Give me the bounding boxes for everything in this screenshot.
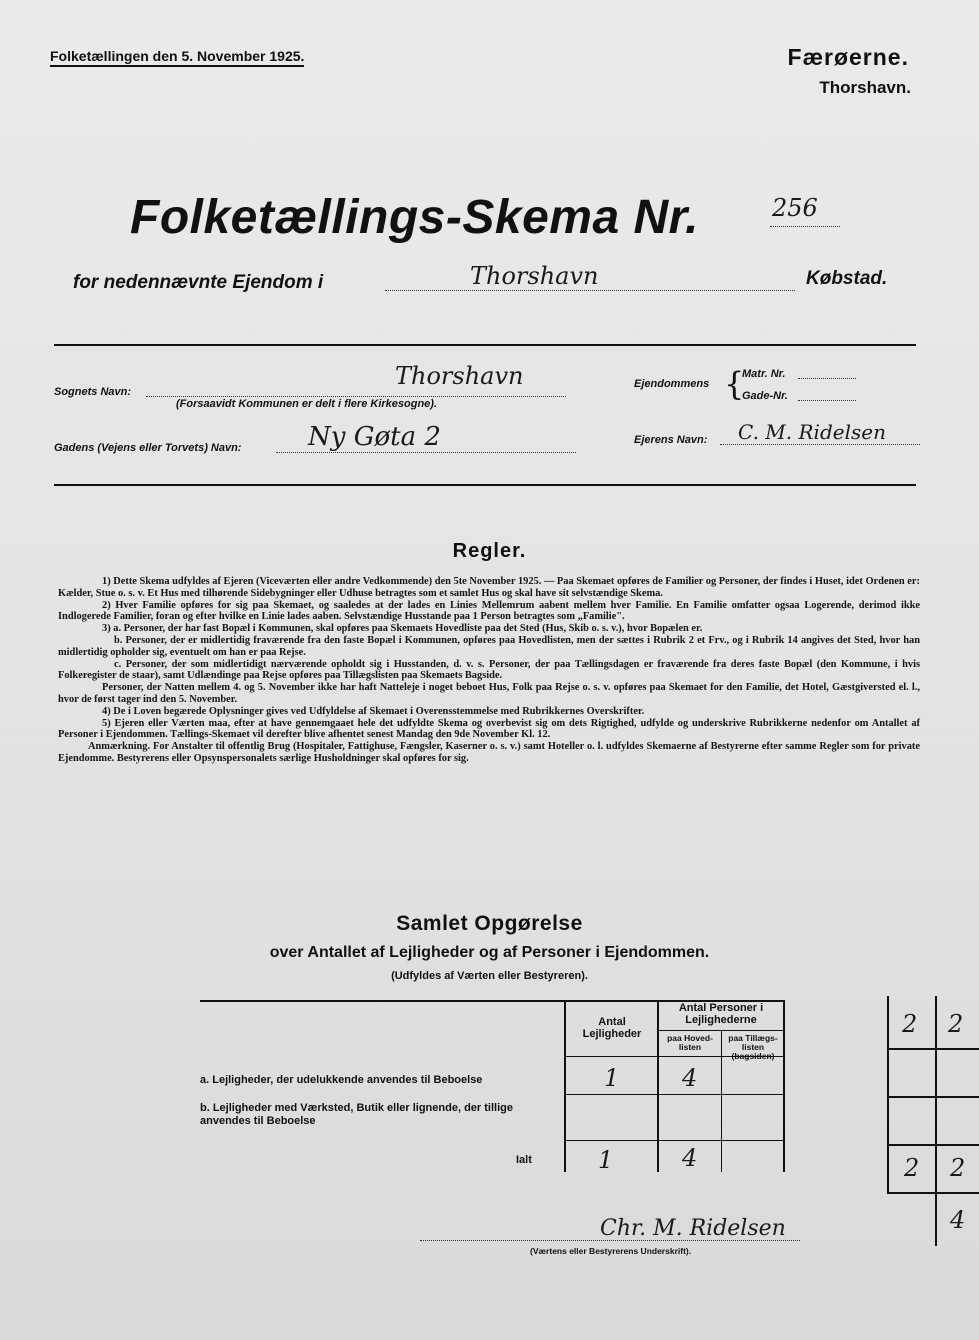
- signature-caption: (Værtens eller Bestyrerens Underskrift).: [530, 1246, 692, 1256]
- total-apartments-value: 1: [598, 1146, 614, 1174]
- owner-line: [720, 444, 920, 445]
- rule-paragraph: 1) Dette Skema udfyldes af Ejeren (Viceværten eller andre Vedkommende) den 5te November 1925. — Paa Skemaet opføres de Familier og Personer, der findes i Huset, idet Ordenen er: Kælder, Stue o. s. v. Et Hus med tilhørende Sidebygninger eller Udhuse betragtes som et samlet Hus og skal have sit selvstændige Skema.: [58, 576, 920, 599]
- form-number: 256: [772, 194, 818, 222]
- side-box-value: 4: [950, 1206, 966, 1234]
- side-box-row-line-2: [887, 1096, 979, 1098]
- form-number-line: [770, 226, 840, 227]
- table-row-line-1: [564, 1094, 784, 1095]
- col-supp-list-header: paa Tillægs-listen (bagsiden): [728, 1033, 778, 1061]
- col-main-list-header: paa Hoved-listen: [667, 1033, 713, 1052]
- street-line: [276, 452, 576, 453]
- side-box-row-line-3: [887, 1144, 979, 1146]
- summary-note: (Udfyldes af Værten eller Bestyreren).: [391, 970, 588, 982]
- property-location-line: [385, 290, 795, 291]
- rules-text: [58, 576, 920, 765]
- col-apartments-header: Antal Lejligheder: [582, 1016, 642, 1040]
- rule-paragraph: b. Personer, der er midlertidig fraværende fra den faste Bopæl i Kommunen, opføres paa Hovedlisten, men der sættes i Rubrik 2 et Frv., og i Rubrik 14 angives det Sted, hvor han midlertidig opholder sig, eventuelt om han er paa Rejse.: [58, 634, 920, 658]
- divider-mid: [54, 484, 916, 486]
- side-box-value: 2: [950, 1154, 966, 1182]
- side-box-left-border: [887, 996, 889, 1194]
- side-box-row-line-1: [887, 1048, 979, 1050]
- rule-paragraph: c. Personer, der som midlertidigt nærværende opholdt sig i Husstanden, d. v. s. Personer, der paa Tællingsdagen er fraværende fra deres faste Bopæl (den Kommune, i hvis Folkeregister de staar), samt Udlændinge paa Rejse opføres paa Tillægslisten paa Skemaets Bagside.: [58, 658, 920, 682]
- a-main-list-value: 4: [682, 1064, 698, 1092]
- parish-line: [146, 396, 566, 397]
- region-heading: Færøerne.: [787, 44, 909, 70]
- side-box-row-line-4: [887, 1192, 979, 1194]
- table-col-line-2: [657, 1000, 659, 1172]
- rule-note: Anmærkning. For Anstalter til offentlig Brug (Hospitaler, Fattighuse, Fængsler, Kaserner o. s. v.) samt Hoteller o. l. udfyldes Skemaerne af Bestyrerne efter samme Regler som for private Ejendomme. Bestyrerens eller Opsynspersonalets særlige Husholdninger skal opføres for sig.: [58, 741, 920, 764]
- side-box-value: 2: [902, 1010, 918, 1038]
- side-box-value: 2: [904, 1154, 920, 1182]
- signature-value: Chr. M. Ridelsen: [600, 1216, 786, 1241]
- matr-line: [798, 378, 856, 379]
- street-value: Ny Gøta 2: [308, 422, 441, 452]
- parish-value: Thorshavn: [395, 362, 524, 390]
- summary-title: Samlet Opgørelse: [396, 912, 583, 935]
- matr-label: Matr. Nr.: [742, 368, 786, 380]
- side-box-mid-border: [935, 996, 937, 1246]
- street-label: Gadens (Vejens eller Torvets) Navn:: [54, 442, 242, 454]
- table-row-line-2: [564, 1140, 784, 1141]
- property-label: Ejendommens: [634, 378, 710, 390]
- parish-note: (Forsaavidt Kommunen er delt i flere Kirkesogne).: [176, 398, 438, 410]
- col-persons-header: Antal Personer i Lejlighederne: [678, 1002, 764, 1026]
- divider-top: [54, 344, 916, 346]
- census-date-heading: Folketællingen den 5. November 1925.: [50, 48, 304, 67]
- table-col-line-3: [783, 1000, 785, 1172]
- side-box-value: 2: [948, 1010, 964, 1038]
- property-location-value: Thorshavn: [470, 262, 599, 290]
- rule-paragraph: 2) Hver Familie opføres for sig paa Skemaet, og saaledes at der lades en Linies Mellemrum aabent mellem hver Familie. En Familie omfatter ogsaa Logerende, derimod ikke Indlogerede Familier, foran og efter hvilke en Linie lades aaben. Selvstændige Husstande paa 1 Person betragtes som „Familie".: [58, 599, 920, 623]
- rule-paragraph: 4) De i Loven begærede Oplysninger gives ved Udfyldelse af Skemaet i Overensstemmelse med Rubrikkernes Overskrifter.: [102, 705, 645, 717]
- town-type-label: Købstad.: [806, 268, 888, 289]
- table-subheader-line: [659, 1030, 783, 1031]
- total-main-list-value: 4: [682, 1144, 698, 1172]
- owner-label: Ejerens Navn:: [634, 434, 708, 446]
- a-apartments-value: 1: [604, 1064, 620, 1092]
- rule-paragraph: 5) Ejeren eller Værten maa, efter at have gennemgaaet hele det udfyldte Skema og overbevist sig om dets Rigtighed, udfylde og underskrive Rubrikkerne nedenfor om Antallet af Personer i Ejendommen. Tællings-Skemaet vil derefter blive afhentet senest Mandag den 9de November Kl. 12.: [58, 717, 920, 741]
- table-col-line-1: [564, 1000, 566, 1172]
- row-total-label: Ialt: [516, 1154, 532, 1166]
- rules-title: Regler.: [452, 540, 527, 562]
- summary-subtitle: over Antallet af Lejligheder og af Personer i Ejendommen.: [269, 944, 710, 961]
- row-b-label: b. Lejligheder med Værksted, Butik eller lignende, der tillige anvendes til Beboelse: [200, 1102, 513, 1127]
- city-heading: Thorshavn.: [819, 78, 911, 97]
- property-location-label: for nedennævnte Ejendom i: [73, 272, 324, 293]
- rule-paragraph: Personer, der Natten mellem 4. og 5. November ikke har haft Natteleje i noget beboet Hus, Folk paa Rejse o. s. v. opføres paa Skemaet for den Familie, det Hotel, Gæstgiversted el. l., hvor de først tager ind den 5. November.: [58, 682, 920, 705]
- parish-label: Sognets Navn:: [54, 386, 132, 398]
- property-brace: {: [724, 365, 745, 403]
- form-title: Folketællings-Skema Nr.: [130, 191, 700, 244]
- gade-label: Gade-Nr.: [742, 390, 788, 402]
- rule-paragraph: 3) a. Personer, der har fast Bopæl i Kommunen, skal opføres paa Skemaets Hovedliste paa det Sted (Hus, Skib o. s. v.), hvor Bopælen er.: [102, 623, 703, 635]
- owner-value: C. M. Ridelsen: [738, 420, 886, 444]
- gade-line: [798, 400, 856, 401]
- row-a-label: a. Lejligheder, der udelukkende anvendes til Beboelse: [200, 1074, 483, 1086]
